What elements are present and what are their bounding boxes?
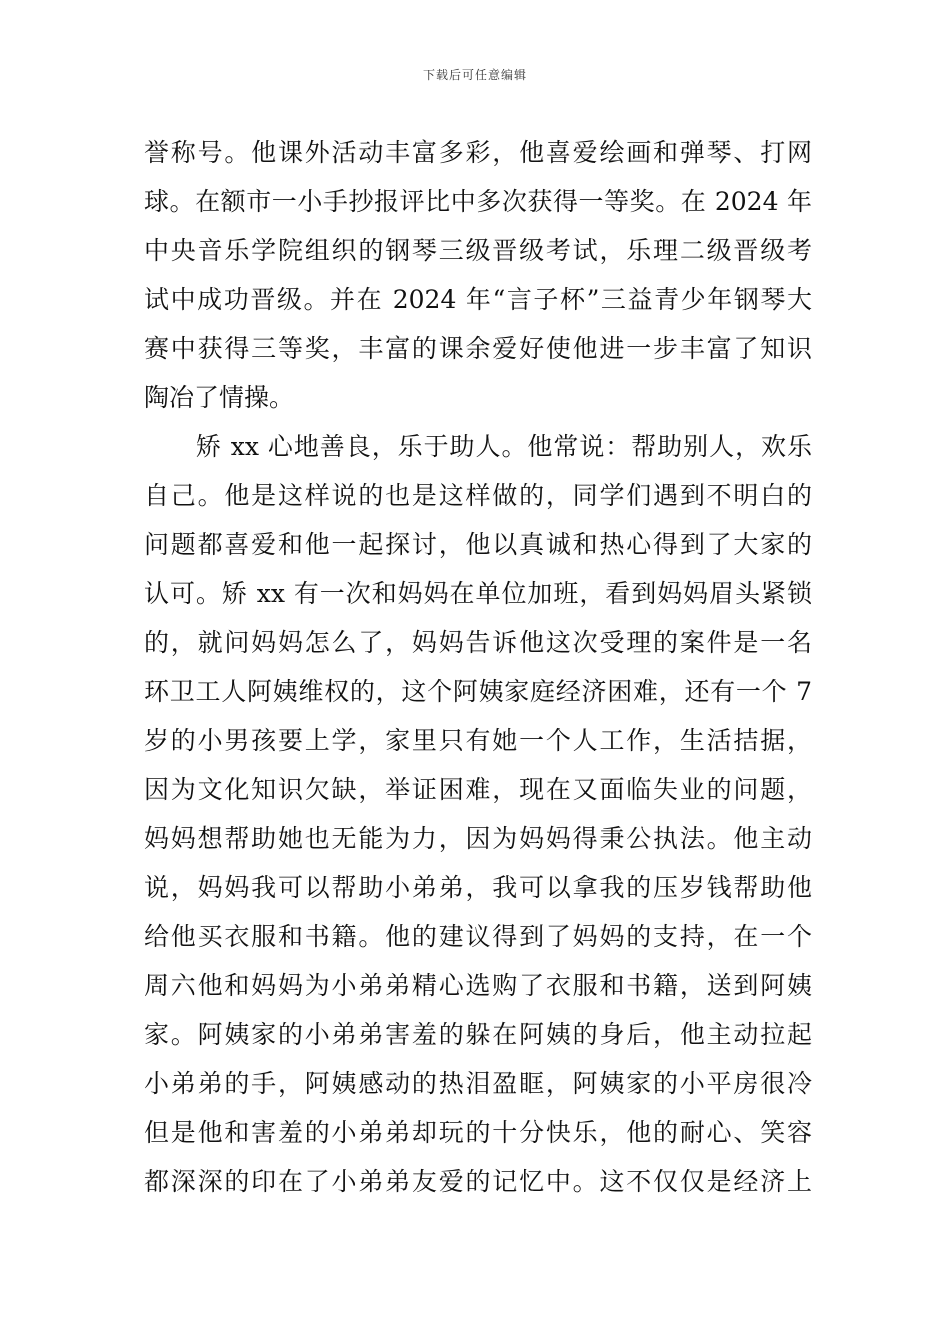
text-line: 周六他和妈妈为小弟弟精心选购了衣服和书籍，送到阿姨	[144, 971, 812, 1000]
text-line: 妈妈想帮助她也无能为力，因为妈妈得秉公执法。他主动	[144, 824, 812, 853]
text-line: 赛中获得三等奖，丰富的课余爱好使他进一步丰富了知识	[144, 334, 812, 363]
text-line: 认可。矫 xx 有一次和妈妈在单位加班，看到妈妈眉头紧锁	[144, 579, 812, 608]
text-line: 岁的小男孩要上学，家里只有她一个人工作，生活拮据，	[144, 726, 812, 755]
text-line: 试中成功晋级。并在 2024 年“言子杯”三益青少年钢琴大	[144, 285, 812, 314]
text-line: 都深深的印在了小弟弟友爱的记忆中。这不仅仅是经济上	[144, 1167, 812, 1196]
text-line: 球。在额市一小手抄报评比中多次获得一等奖。在 2024 年	[144, 187, 812, 216]
text-line: 中央音乐学院组织的钢琴三级晋级考试，乐理二级晋级考	[144, 236, 812, 265]
text-line: 因为文化知识欠缺，举证困难，现在又面临失业的问题，	[144, 775, 812, 804]
text-line: 但是他和害羞的小弟弟却玩的十分快乐，他的耐心、笑容	[144, 1118, 812, 1147]
document-body	[144, 128, 812, 1206]
text-line: 家。阿姨家的小弟弟害羞的躲在阿姨的身后，他主动拉起	[144, 1020, 812, 1049]
text-line: 自己。他是这样说的也是这样做的，同学们遇到不明白的	[144, 481, 812, 510]
header-note: 下载后可任意编辑	[422, 68, 527, 82]
text-line: 给他买衣服和书籍。他的建议得到了妈妈的支持，在一个	[144, 922, 812, 951]
text-line: 的，就问妈妈怎么了，妈妈告诉他这次受理的案件是一名	[144, 628, 812, 657]
text-line: 问题都喜爱和他一起探讨，他以真诚和热心得到了大家的	[144, 530, 812, 559]
text-line: 小弟弟的手，阿姨感动的热泪盈眶，阿姨家的小平房很冷	[144, 1069, 812, 1098]
text-line: 誉称号。他课外活动丰富多彩，他喜爱绘画和弹琴、打网	[144, 138, 812, 167]
text-line: 陶冶了情操。	[144, 383, 295, 412]
text-line: 说，妈妈我可以帮助小弟弟，我可以拿我的压岁钱帮助他	[144, 873, 812, 902]
text-line: 环卫工人阿姨维权的，这个阿姨家庭经济困难，还有一个 7	[144, 677, 812, 706]
text-line: 矫 xx 心地善良，乐于助人。他常说：帮助别人，欢乐	[144, 432, 812, 461]
